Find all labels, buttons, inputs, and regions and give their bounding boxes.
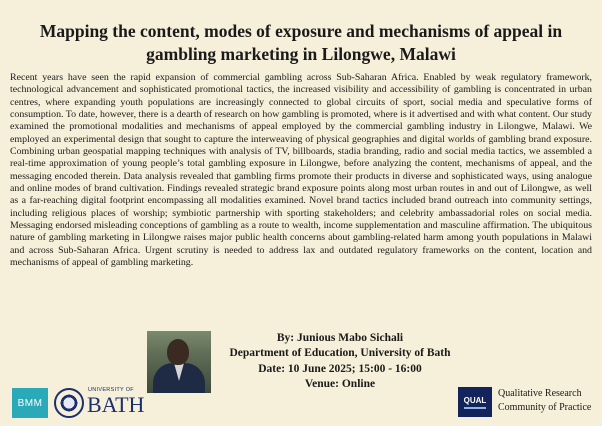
bath-seal-icon	[54, 388, 84, 418]
bath-logo-university-of: UNIVERSITY OF	[88, 387, 134, 393]
qrc-label	[498, 387, 598, 415]
qrc-line-2: Community of Practice	[498, 402, 592, 413]
speaker-photo	[147, 331, 211, 393]
page-title: Mapping the content, modes of exposure and mechanisms of appeal in gambling marketing in Lilongwe, Malawi	[39, 21, 563, 64]
qrc-line-1: Qualitative Research	[498, 388, 582, 399]
bmm-logo: BMM	[12, 388, 48, 418]
university-of-bath-logo	[54, 386, 144, 422]
bath-logo-name: BATH	[87, 392, 145, 417]
event-venue: Venue: Online	[304, 377, 376, 390]
speaker-department: Department of Education, University of Bath	[229, 347, 451, 360]
event-date: Date: 10 June 2025; 15:00 - 16:00	[258, 362, 422, 375]
qual-logo	[458, 387, 492, 417]
qual-logo-bar	[464, 407, 486, 409]
photo-head-shape	[167, 339, 189, 365]
speaker-name: By: Junious Mabo Sichali	[276, 332, 404, 344]
qual-logo-text: QUAL	[463, 395, 487, 405]
event-details	[215, 331, 465, 392]
abstract-text: Recent years have seen the rapid expansion of commercial gambling across Sub-Saharan Africa. Enabled by weak regulatory framework, technological advancement and sophisticated promotional tactics, the increased visibility and accessibility of gambling is concentrated in urban centres, where expanding youth populations are increasingly connected to global circuits of sport, social media and speculative forms of consumption. To date, however, there is a dearth of research on how gambling is promoted, where is it advertised and with what content. Our study examined the promotional modalities and mechanisms of appeal employed by the commercial gambling industry in Lilongwe, Malawi. We employed an experimental design that sought to capture the interweaving of physical geographies and digital worlds of gambling brand exposure. Combining urban geospatial mapping techniques with analysis of TV, billboards, stadia branding, radio and social media tactics, we assembled a real-time approximation of young people’s total gambling exposure in Lilongwe, before analyzing the content, mechanisms of appeal, and the messaging encoded therein. Data analysis revealed that gambling firms promote their products in diverse and sophisticated ways, using analogue and online modes of brand cultivation. Findings revealed strategic brand exposure points along most urban routes in and out of Lilongwe, as well as a far-reaching digital footprint encompassing all modalities examined. Novel brand tactics included brand outreach into community settings, including religious places of worship; symbiotic partnership with sporting stakeholders; and celebrity ambassadorial roles on social media. Messaging endorsed misleading conceptions of gambling as a route to wealth, income supplementation and masculine affirmation. The ubiquitous nature of gambling marketing in Lilongwe raises major public health concerns about gambling-related harm among youth populations in Malawi and across Sub-Saharan Africa. Urgent scrutiny is needed to address lax and outdated regulatory frameworks on the content, location and mechanisms of appeal of gambling marketing.	[10, 72, 592, 269]
